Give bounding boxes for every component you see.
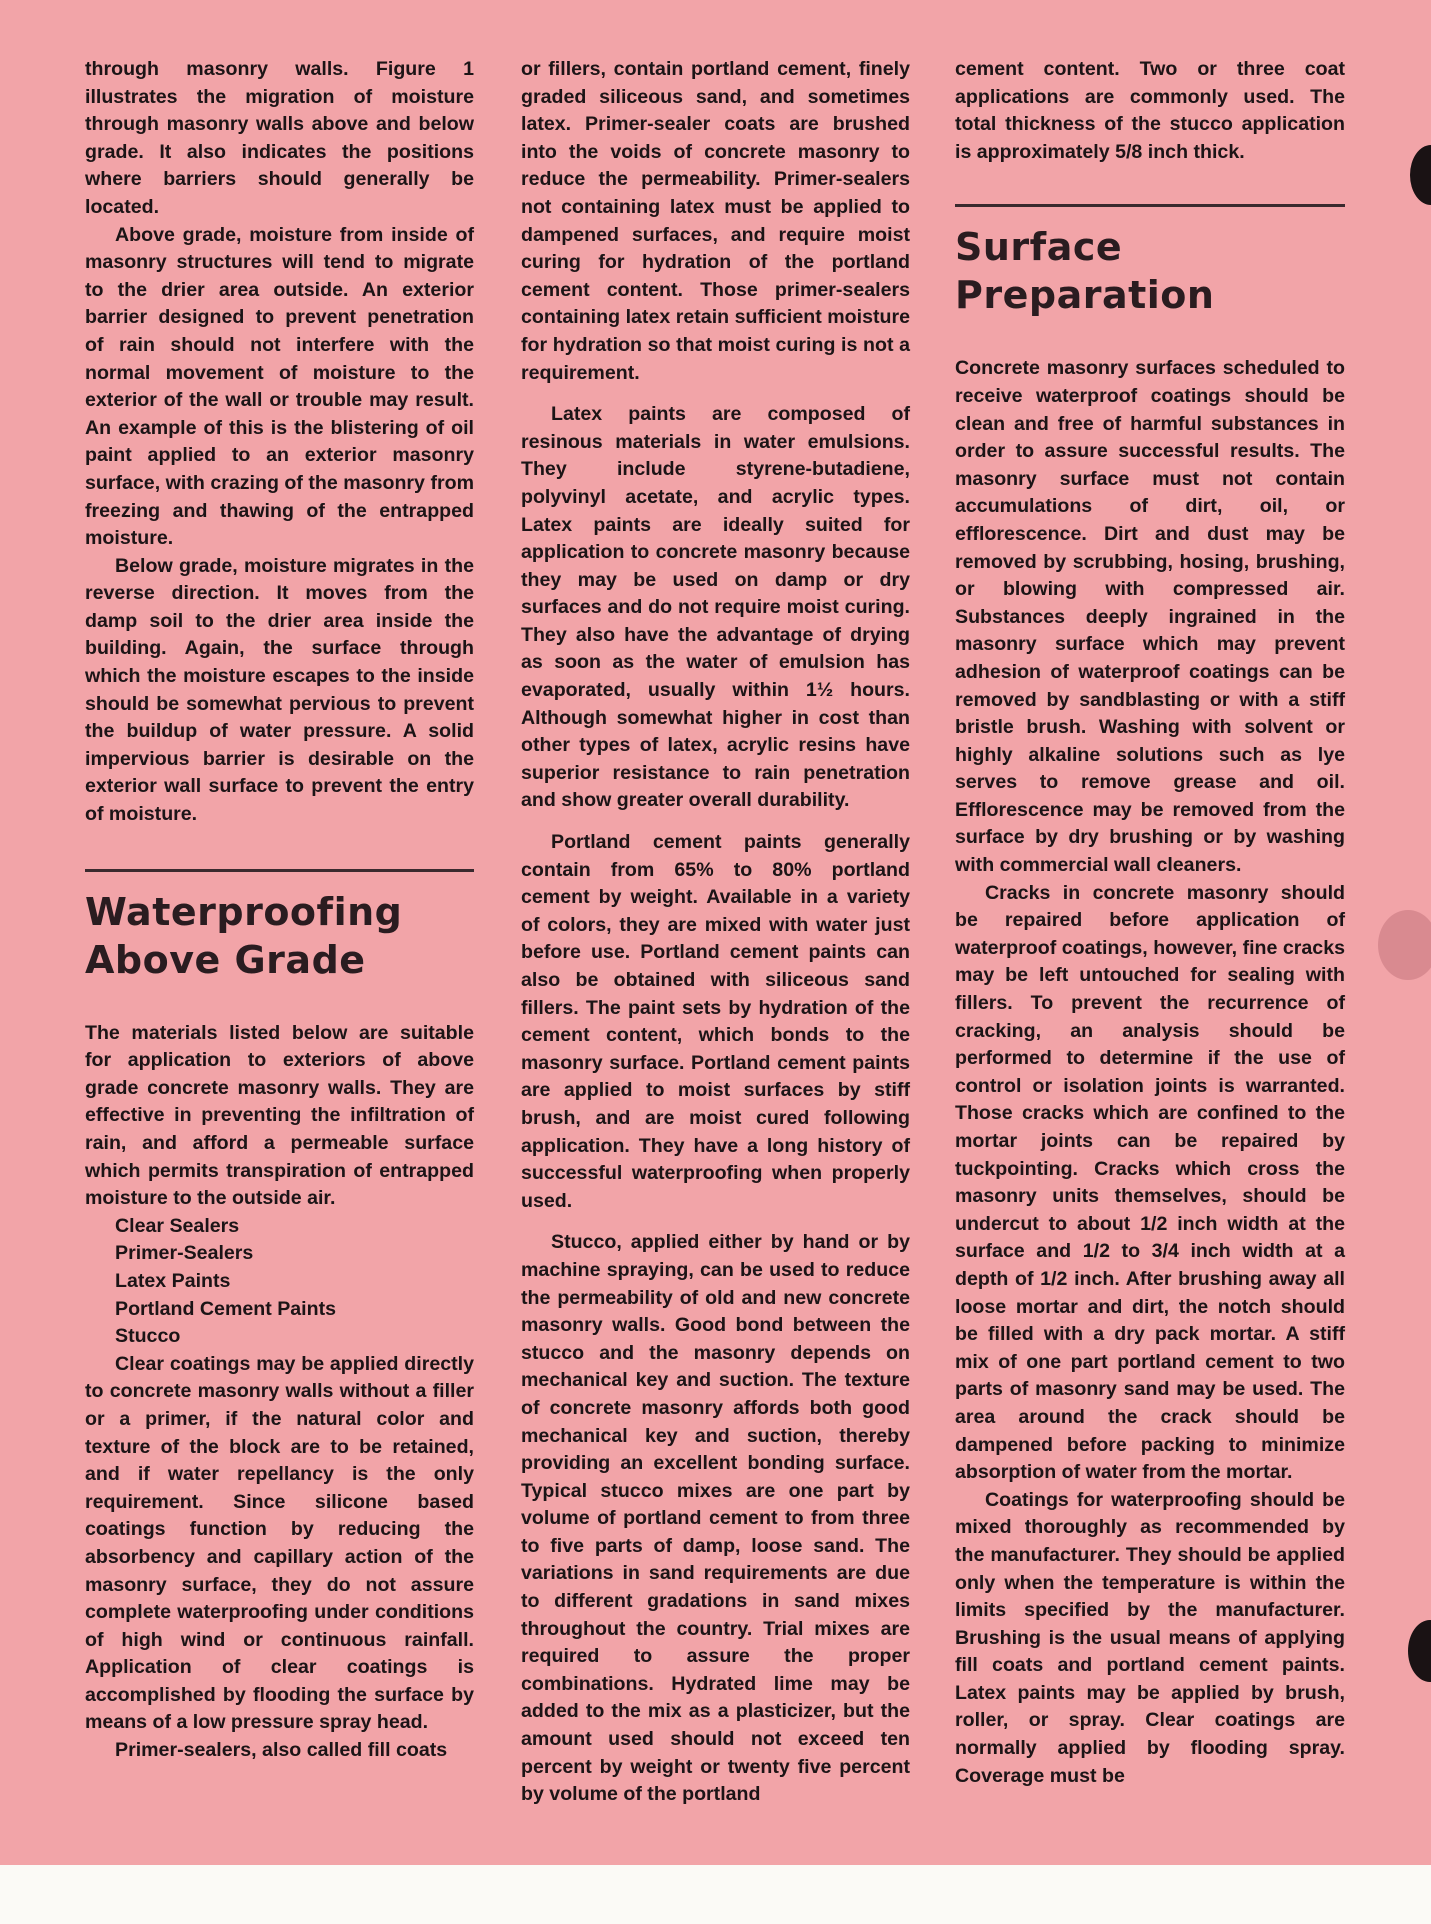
heading-line: Preparation [955, 273, 1215, 318]
list-item: Stucco [115, 1325, 181, 1348]
list-item: Portland Cement Paints [115, 1297, 337, 1320]
paragraph: Below grade, moisture migrates in the reverse direction. It moves from the damp soil to the drier area inside the building. Again, the surface through which the moisture escapes to the inside should be somewhat pervious to prevent the buildup of water pressure. A solid impervious barrier is desirable on the exterior wall surface to prevent the entry of moisture. [85, 554, 474, 826]
paragraph: Above grade, moisture from inside of masonry structures will tend to migrate to the drier area outside. An exterior barrier designed to prevent penetration of rain should not interfere with the normal movement of moisture to the exterior of the wall or trouble may result. An example of this is the blistering of oil paint applied to an exterior masonry surface, with crazing of the masonry from freezing and thawing of the entrapped moisture. [85, 223, 474, 550]
paragraph: Coatings for waterproofing should be mixed thoroughly as recommended by the manufacturer. They should be applied only when the temperature is within the limits specified by the manufacturer. Brushing is the usual means of applying fill coats and portland cement paints. Latex paints may be applied by brush, roller, or spray. Clear coatings are normally applied by flooding spray. Coverage must be [955, 1488, 1345, 1787]
paragraph: Cracks in concrete masonry should be repaired before application of waterproof coatings, however, fine cracks may be left untouched for sealing with fillers. To prevent the recurrence of cracking, an analysis should be performed to determine if the use of control or isolation joints is warranted. Those cracks which are confined to the mortar joints can be repaired by tuckpointing. Cracks which cross the masonry units themselves, should be undercut to about 1/2 inch width at the surface and 1/2 to 3/4 inch width at a depth of 1/2 inch. After brushing away all loose mortar and dirt, the notch should be filled with a dry pack mortar. A stiff mix of one part portland cement to two parts of masonry sand may be used. The area around the crack should be dampened before packing to minimize absorption of water from the mortar. [955, 881, 1345, 1484]
paragraph: Portland cement paints generally contain from 65% to 80% portland cement by weight. Available in a variety of colors, they are mixed with water just before use. Portland cement paints can also be obtained with siliceous sand fillers. The paint sets by hydration of the cement content, which bonds to the masonry surface. Portland cement paints are applied to moist surfaces by stiff brush, and are moist cured following application. They have a long history of successful waterproofing when properly used. [521, 831, 910, 1212]
paragraph: The materials listed below are suitable for application to exteriors of above grade concrete masonry walls. They are effective in preventing the infiltration of rain, and afford a permeable surface which permits transpiration of entrapped moisture to the outside air. [85, 1021, 474, 1210]
section-divider [955, 204, 1345, 207]
list-item: Clear Sealers [115, 1214, 240, 1237]
binder-hole-mark [1410, 145, 1431, 205]
heading-line: Above Grade [85, 937, 366, 982]
paragraph: Concrete masonry surfaces scheduled to receive waterproof coatings should be clean and free of harmful substances in order to assure successful results. The masonry surface must not contain accumulations of dirt, oil, or efflorescence. Dirt and dust may be removed by scrubbing, hosing, brushing, or blowing with compressed air. Substances deeply ingrained in the masonry surface which may prevent adhesion of waterproof coatings can be removed by sandblasting or with a stiff bristle brush. Washing with solvent or highly alkaline solutions such as lye serves to remove grease and oil. Efflorescence may be removed from the surface by dry brushing or by washing with commercial wall cleaners. [955, 357, 1345, 877]
text-column-3 [955, 56, 1345, 1790]
paragraph: or fillers, contain portland cement, finely graded siliceous sand, and sometimes latex. Primer-sealer coats are brushed into the voids of concrete masonry to reduce the permeability. Primer-sealers not containing latex must be applied to dampened surfaces, and require moist curing for hydration of the portland cement content. Those primer-sealers containing latex retain sufficient moisture for hydration so that moist curing is not a requirement. [521, 58, 910, 384]
list-item: Latex Paints [115, 1269, 231, 1292]
text-column-2 [521, 56, 910, 1809]
paragraph: through masonry walls. Figure 1 illustrates the migration of moisture through masonry walls above and below grade. It also indicates the positions where barriers should generally be located. [85, 58, 474, 218]
heading-line: Surface [955, 225, 1123, 270]
section-heading-waterproofing [85, 888, 474, 984]
section-heading-surface-preparation [955, 223, 1345, 319]
paragraph: Latex paints are composed of resinous materials in water emulsions. They include styrene-butadiene, polyvinyl acetate, and acrylic types. Latex paints are ideally suited for application to concrete masonry because they may be used on damp or dry surfaces and do not require moist curing. They also have the advantage of drying as soon as the water of emulsion has evaporated, usually within 1½ hours. Although somewhat higher in cost than other types of latex, acrylic resins have superior resistance to rain penetration and show greater overall durability. [521, 403, 910, 812]
binder-hole-mark [1378, 910, 1431, 980]
paragraph: Primer-sealers, also called fill coats [115, 1739, 448, 1762]
heading-line: Waterproofing [85, 889, 403, 934]
list-item: Primer-Sealers [115, 1242, 254, 1265]
binder-hole-mark [1408, 1620, 1431, 1682]
paragraph: Clear coatings may be applied directly to concrete masonry walls without a filler or a primer, if the natural color and texture of the block are to be retained, and if water repellancy is the only requirement. Since silicone based coatings function by reducing the absorbency and capillary action of the masonry surface, they do not assure complete waterproofing under conditions of high wind or continuous rainfall. Application of clear coatings is accomplished by flooding the surface by means of a low pressure spray head. [85, 1352, 474, 1734]
paragraph: Stucco, applied either by hand or by machine spraying, can be used to reduce the permeability of old and new concrete masonry walls. Good bond between the stucco and the masonry depends on mechanical key and suction. The texture of concrete masonry affords both good mechanical key and suction, thereby providing an excellent bonding surface. Typical stucco mixes are one part by volume of portland cement to from three to five parts of damp, loose sand. The variations in sand requirements are due to different gradations in sand mixes throughout the country. Trial mixes are required to assure the proper combinations. Hydrated lime may be added to the mix as a plasticizer, but the amount used should not exceed ten percent by weight or twenty five percent by volume of the portland [521, 1231, 910, 1806]
text-column-1 [85, 56, 474, 1765]
section-divider [85, 869, 474, 872]
paragraph: cement content. Two or three coat applications are commonly used. The total thickness of the stucco application is approximately 5/8 inch thick. [955, 58, 1345, 163]
materials-list [85, 1213, 474, 1351]
